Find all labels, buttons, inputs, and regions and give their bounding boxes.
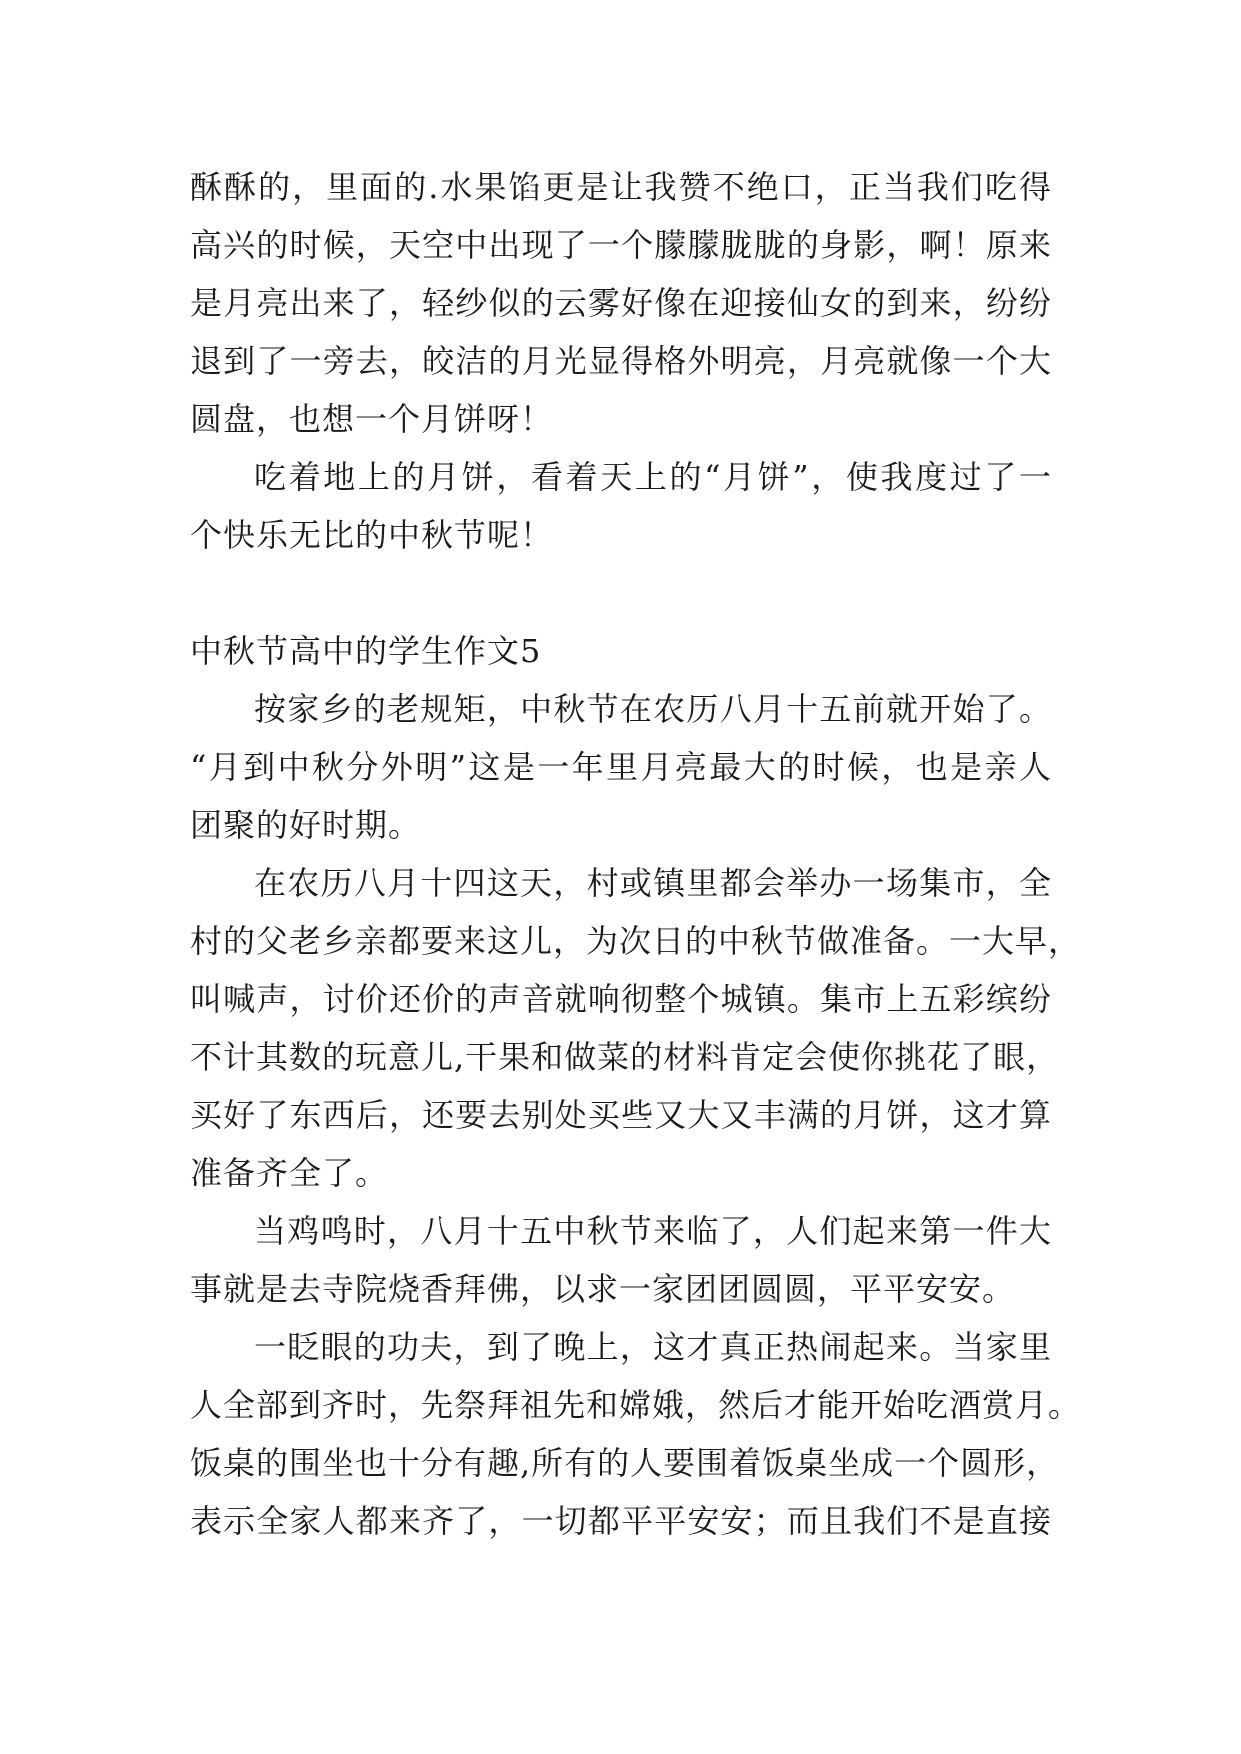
text-line: 事就是去寺院烧香拜佛，以求一家团团圆圆，平平安安。 <box>190 1270 1016 1308</box>
text-line: 叫喊声，讨价还价的声音就响彻整个城镇。集市上五彩缤纷 <box>190 980 1052 1018</box>
text-line: 圆盘，也想一个月饼呀！ <box>190 400 554 438</box>
text-line: 一眨眼的功夫，到了晚上，这才真正热闹起来。当家里 <box>254 1328 1052 1366</box>
text-line: 表示全家人都来齐了，一切都平平安安；而且我们不是直接 <box>190 1502 1052 1540</box>
section-heading: 中秋节高中的学生作文5 <box>190 632 542 670</box>
text-line: 高兴的时候，天空中出现了一个朦朦胧胧的身影，啊！原来 <box>190 226 1052 264</box>
text-line: 退到了一旁去，皎洁的月光显得格外明亮，月亮就像一个大 <box>190 342 1052 380</box>
text-line: 不计其数的玩意儿,干果和做菜的材料肯定会使你挑花了眼， <box>190 1038 1060 1076</box>
text-line: 饭桌的围坐也十分有趣,所有的人要围着饭桌坐成一个圆形， <box>190 1444 1060 1482</box>
document-page <box>190 158 1082 1550</box>
text-line: 村的父老乡亲都要来这儿，为次日的中秋节做准备。一大早， <box>190 922 1082 960</box>
text-line: 当鸡鸣时，八月十五中秋节来临了，人们起来第一件大 <box>254 1212 1052 1250</box>
section-gap <box>190 564 1052 622</box>
text-line: 吃着地上的月饼，看着天上的“月饼”，使我度过了一 <box>254 458 1052 496</box>
text-line: 个快乐无比的中秋节呢！ <box>190 516 554 554</box>
text-line: 是月亮出来了，轻纱似的云雾好像在迎接仙女的到来，纷纷 <box>190 284 1052 322</box>
text-line: 人全部到齐时，先祭拜祖先和嫦娥，然后才能开始吃酒赏月。 <box>190 1386 1082 1424</box>
text-line: “月到中秋分外明”这是一年里月亮最大的时候，也是亲人 <box>190 748 1052 786</box>
text-line: 买好了东西后，还要去别处买些又大又丰满的月饼，这才算 <box>190 1096 1052 1134</box>
text-line: 准备齐全了。 <box>190 1154 389 1192</box>
text-line: 在农历八月十四这天，村或镇里都会举办一场集市，全 <box>254 864 1052 902</box>
text-line: 按家乡的老规矩，中秋节在农历八月十五前就开始了。 <box>254 690 1052 728</box>
text-line: 团聚的好时期。 <box>190 806 422 844</box>
text-line: 酥酥的，里面的.水果馅更是让我赞不绝口，正当我们吃得 <box>190 168 1052 206</box>
